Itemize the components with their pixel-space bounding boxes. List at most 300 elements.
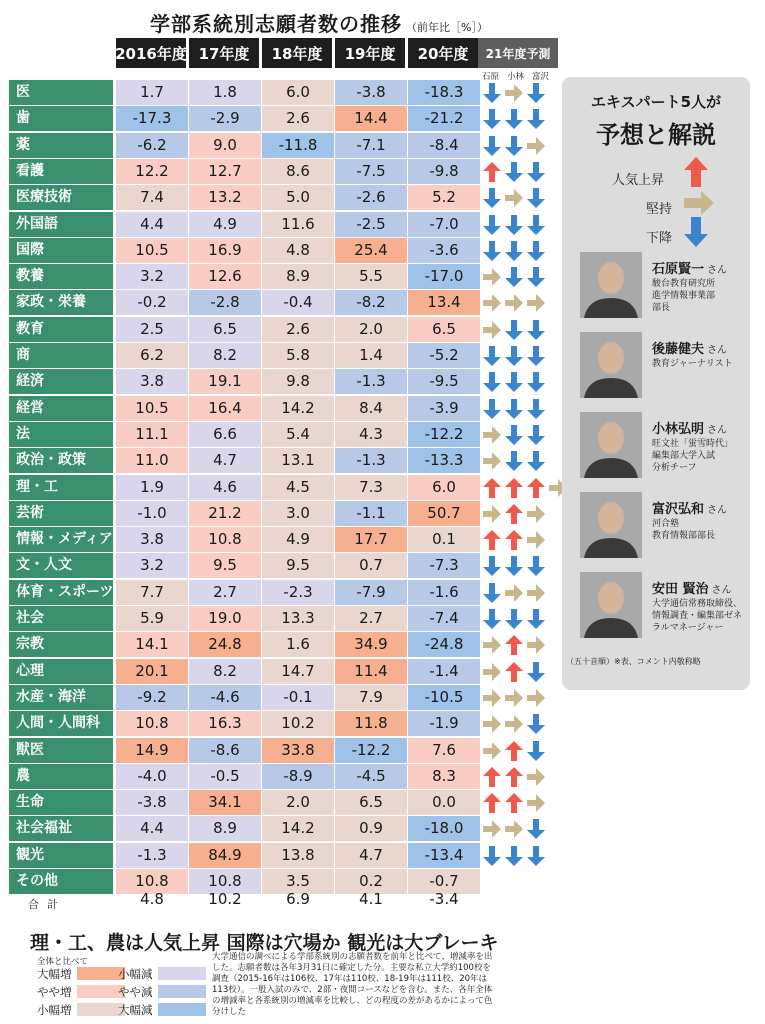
value-cell: -12.2 bbox=[408, 422, 480, 447]
legend-swatch bbox=[158, 1003, 206, 1016]
value-cell: 4.7 bbox=[189, 448, 261, 473]
value-cell: 5.5 bbox=[335, 264, 407, 289]
legend-label: 大幅増 bbox=[37, 967, 72, 981]
value-cell: 10.8 bbox=[189, 527, 261, 552]
table-row bbox=[0, 738, 560, 764]
value-cell: -4.5 bbox=[335, 764, 407, 789]
row-label: 政治・政策 bbox=[9, 448, 113, 473]
value-cell: -5.2 bbox=[408, 343, 480, 368]
row-label: 理・工 bbox=[9, 475, 113, 500]
chart-subtitle: （前年比［%］） bbox=[406, 21, 488, 34]
value-cell: -2.9 bbox=[189, 106, 261, 131]
value-cell: 6.5 bbox=[335, 790, 407, 815]
down-arrow-icon bbox=[483, 109, 501, 129]
value-cell: -2.3 bbox=[262, 580, 334, 605]
value-cell: 8.9 bbox=[262, 264, 334, 289]
value-cell: 6.6 bbox=[189, 422, 261, 447]
row-label: 体育・スポーツ bbox=[9, 580, 113, 605]
expert-short-name: 石原 bbox=[481, 72, 499, 82]
value-cell: 13.1 bbox=[262, 448, 334, 473]
down-arrow-icon bbox=[527, 188, 545, 208]
value-cell: -9.2 bbox=[116, 685, 188, 710]
value-cell: 8.6 bbox=[262, 159, 334, 184]
value-cell: 3.8 bbox=[116, 527, 188, 552]
value-cell: 14.4 bbox=[335, 106, 407, 131]
row-label: 商 bbox=[9, 343, 113, 368]
legend-label: 小幅減 bbox=[118, 967, 153, 981]
value-cell: 20.1 bbox=[116, 659, 188, 684]
value-cell: 5.9 bbox=[116, 606, 188, 631]
value-cell: 3.0 bbox=[262, 501, 334, 526]
table-row bbox=[0, 264, 560, 290]
table-row bbox=[0, 369, 560, 395]
value-cell: -8.6 bbox=[189, 738, 261, 763]
row-label: 外国語 bbox=[9, 212, 113, 237]
value-cell: -3.9 bbox=[408, 396, 480, 421]
flat-arrow-icon bbox=[505, 819, 523, 839]
value-cell: 10.8 bbox=[116, 869, 188, 894]
table-row bbox=[0, 106, 560, 132]
value-cell: 4.7 bbox=[335, 843, 407, 868]
row-label: 芸術 bbox=[9, 501, 113, 526]
expert-name: 小林弘明 さん bbox=[652, 422, 728, 437]
value-cell: 5.4 bbox=[262, 422, 334, 447]
value-cell: 12.7 bbox=[189, 159, 261, 184]
value-cell: 5.0 bbox=[262, 185, 334, 210]
flat-arrow-icon bbox=[505, 688, 523, 708]
flat-arrow-icon bbox=[505, 583, 523, 603]
down-arrow-icon bbox=[527, 372, 545, 392]
legend-heading: 全体と比べて bbox=[37, 957, 89, 967]
value-cell: -3.6 bbox=[408, 238, 480, 263]
value-cell: -8.2 bbox=[335, 290, 407, 315]
value-cell: 6.0 bbox=[408, 475, 480, 500]
row-label: その他 bbox=[9, 869, 113, 894]
value-cell: 24.8 bbox=[189, 632, 261, 657]
total-label: 合計 bbox=[28, 898, 66, 911]
value-cell: 7.6 bbox=[408, 738, 480, 763]
value-cell: 13.3 bbox=[262, 606, 334, 631]
value-cell: -18.0 bbox=[408, 816, 480, 841]
value-cell: -24.8 bbox=[408, 632, 480, 657]
value-cell: -21.2 bbox=[408, 106, 480, 131]
down-arrow-icon bbox=[527, 83, 545, 103]
down-arrow-icon bbox=[505, 215, 523, 235]
row-label: 心理 bbox=[9, 659, 113, 684]
year-header: 20年度 bbox=[408, 38, 478, 68]
value-cell: -18.3 bbox=[408, 80, 480, 105]
up-arrow-icon bbox=[505, 635, 523, 655]
down-arrow-icon bbox=[483, 346, 501, 366]
down-arrow-icon bbox=[527, 162, 545, 182]
value-cell: 5.8 bbox=[262, 343, 334, 368]
table-row bbox=[0, 159, 560, 185]
down-arrow-icon bbox=[527, 267, 545, 287]
legend-label: やや減 bbox=[118, 985, 153, 999]
value-cell: -4.0 bbox=[116, 764, 188, 789]
up-arrow-icon bbox=[505, 504, 523, 524]
row-label: 経営 bbox=[9, 396, 113, 421]
table-row bbox=[0, 711, 560, 737]
value-cell: -0.2 bbox=[116, 290, 188, 315]
down-arrow-icon bbox=[684, 217, 708, 247]
value-cell: -0.7 bbox=[408, 869, 480, 894]
value-cell: -2.8 bbox=[189, 290, 261, 315]
value-cell: 16.3 bbox=[189, 711, 261, 736]
flat-arrow-icon bbox=[483, 451, 501, 471]
table-row bbox=[0, 133, 560, 159]
down-arrow-icon bbox=[527, 109, 545, 129]
down-arrow-icon bbox=[505, 556, 523, 576]
table-row bbox=[0, 448, 560, 474]
row-label: 医 bbox=[9, 80, 113, 105]
flat-arrow-icon bbox=[527, 530, 545, 550]
legend-flat-label: 堅持 bbox=[646, 202, 673, 217]
table-row bbox=[0, 816, 560, 842]
value-cell: 3.2 bbox=[116, 553, 188, 578]
up-arrow-icon bbox=[483, 530, 501, 550]
value-cell: -4.6 bbox=[189, 685, 261, 710]
down-arrow-icon bbox=[505, 241, 523, 261]
table-row bbox=[0, 764, 560, 790]
down-arrow-icon bbox=[505, 372, 523, 392]
legend-swatch bbox=[158, 985, 206, 998]
value-cell: -0.5 bbox=[189, 764, 261, 789]
flat-arrow-icon bbox=[527, 688, 545, 708]
up-arrow-icon bbox=[483, 793, 501, 813]
expert-photo bbox=[580, 252, 642, 318]
table-row bbox=[0, 685, 560, 711]
up-arrow-icon bbox=[483, 767, 501, 787]
flat-arrow-icon bbox=[483, 714, 501, 734]
row-label: 社会福祉 bbox=[9, 816, 113, 841]
value-cell: -12.2 bbox=[335, 738, 407, 763]
row-label: 経済 bbox=[9, 369, 113, 394]
down-arrow-icon bbox=[505, 320, 523, 340]
row-label: 水産・海洋 bbox=[9, 685, 113, 710]
value-cell: 14.7 bbox=[262, 659, 334, 684]
value-cell: 11.1 bbox=[116, 422, 188, 447]
flat-arrow-icon bbox=[483, 635, 501, 655]
flat-arrow-icon bbox=[483, 293, 501, 313]
value-cell: -7.0 bbox=[408, 212, 480, 237]
flat-arrow-icon bbox=[483, 320, 501, 340]
value-cell: 1.6 bbox=[262, 632, 334, 657]
down-arrow-icon bbox=[527, 241, 545, 261]
up-arrow-icon bbox=[505, 793, 523, 813]
value-cell: 1.7 bbox=[116, 80, 188, 105]
value-cell: 4.3 bbox=[335, 422, 407, 447]
value-cell: 13.2 bbox=[189, 185, 261, 210]
value-cell: 2.7 bbox=[189, 580, 261, 605]
chart-title: 学部系統別志願者数の推移 （前年比［%］） bbox=[150, 12, 488, 36]
value-cell: -13.4 bbox=[408, 843, 480, 868]
value-cell: 12.2 bbox=[116, 159, 188, 184]
value-cell: -1.3 bbox=[335, 448, 407, 473]
value-cell: 7.9 bbox=[335, 685, 407, 710]
expert-panel bbox=[562, 77, 750, 690]
flat-arrow-icon bbox=[527, 136, 545, 156]
panel-title-line1: エキスパート5人が bbox=[590, 93, 722, 111]
total-value: 6.9 bbox=[286, 890, 310, 908]
legend-label: やや増 bbox=[37, 985, 72, 999]
value-cell: 9.5 bbox=[189, 553, 261, 578]
value-cell: 6.5 bbox=[408, 317, 480, 342]
value-cell: 10.8 bbox=[189, 869, 261, 894]
value-cell: 0.0 bbox=[408, 790, 480, 815]
table-row bbox=[0, 632, 560, 658]
flat-arrow-icon bbox=[527, 767, 545, 787]
up-arrow-icon bbox=[483, 478, 501, 498]
expert-affiliation: 大学通信常務取締役、 情報調査・編集部ゼネ ラルマネージャー bbox=[652, 599, 743, 633]
down-arrow-icon bbox=[505, 109, 523, 129]
legend-swatch bbox=[158, 967, 206, 980]
value-cell: -17.0 bbox=[408, 264, 480, 289]
row-label: 薬 bbox=[9, 133, 113, 158]
up-arrow-icon bbox=[527, 478, 545, 498]
table-row bbox=[0, 475, 560, 501]
panel-title-line2: 予想と解説 bbox=[596, 121, 716, 149]
headline: 理・工、農は人気上昇 国際は穴場か 観光は大ブレーキ bbox=[30, 932, 499, 954]
value-cell: 8.2 bbox=[189, 659, 261, 684]
down-arrow-icon bbox=[527, 819, 545, 839]
value-cell: 3.8 bbox=[116, 369, 188, 394]
down-arrow-icon bbox=[483, 188, 501, 208]
value-cell: -1.9 bbox=[408, 711, 480, 736]
row-label: 文・人文 bbox=[9, 553, 113, 578]
total-value: 10.2 bbox=[208, 890, 242, 908]
value-cell: 3.2 bbox=[116, 264, 188, 289]
table-row bbox=[0, 212, 560, 238]
total-value: 4.8 bbox=[140, 890, 164, 908]
value-cell: -0.4 bbox=[262, 290, 334, 315]
value-cell: 34.1 bbox=[189, 790, 261, 815]
value-cell: -9.8 bbox=[408, 159, 480, 184]
up-arrow-icon bbox=[505, 741, 523, 761]
flat-arrow-icon bbox=[527, 583, 545, 603]
value-cell: 4.9 bbox=[189, 212, 261, 237]
year-header: 2016年度 bbox=[116, 38, 186, 68]
down-arrow-icon bbox=[483, 583, 501, 603]
value-cell: -13.3 bbox=[408, 448, 480, 473]
flat-arrow-icon bbox=[483, 688, 501, 708]
value-cell: -6.2 bbox=[116, 133, 188, 158]
row-label: 教養 bbox=[9, 264, 113, 289]
expert-name: 富沢弘和 さん bbox=[652, 502, 728, 517]
up-arrow-icon bbox=[483, 162, 501, 182]
down-arrow-icon bbox=[527, 714, 545, 734]
expert-affiliation: 旺文社「蛍雪時代」 編集部大学入試 分析チーフ bbox=[652, 439, 734, 473]
value-cell: -8.4 bbox=[408, 133, 480, 158]
down-arrow-icon bbox=[527, 609, 545, 629]
down-arrow-icon bbox=[505, 399, 523, 419]
flat-arrow-icon bbox=[527, 504, 545, 524]
value-cell: 4.5 bbox=[262, 475, 334, 500]
value-cell: -2.6 bbox=[335, 185, 407, 210]
value-cell: 0.2 bbox=[335, 869, 407, 894]
value-cell: 11.6 bbox=[262, 212, 334, 237]
value-cell: 2.5 bbox=[116, 317, 188, 342]
value-cell: 4.4 bbox=[116, 212, 188, 237]
value-cell: 12.6 bbox=[189, 264, 261, 289]
value-cell: 14.1 bbox=[116, 632, 188, 657]
legend-label: 大幅減 bbox=[118, 1003, 153, 1017]
row-label: 観光 bbox=[9, 843, 113, 868]
value-cell: -17.3 bbox=[116, 106, 188, 131]
down-arrow-icon bbox=[505, 451, 523, 471]
value-cell: -1.3 bbox=[116, 843, 188, 868]
value-cell: -0.1 bbox=[262, 685, 334, 710]
value-cell: -7.9 bbox=[335, 580, 407, 605]
value-cell: 2.0 bbox=[262, 790, 334, 815]
value-cell: 21.2 bbox=[189, 501, 261, 526]
table-row bbox=[0, 659, 560, 685]
flat-arrow-icon bbox=[527, 293, 545, 313]
up-arrow-icon bbox=[505, 767, 523, 787]
down-arrow-icon bbox=[527, 451, 545, 471]
value-cell: 13.4 bbox=[408, 290, 480, 315]
down-arrow-icon bbox=[483, 399, 501, 419]
row-label: 教育 bbox=[9, 317, 113, 342]
flat-arrow-icon bbox=[505, 714, 523, 734]
value-cell: 2.7 bbox=[335, 606, 407, 631]
expert-photo bbox=[580, 572, 642, 638]
value-cell: 10.8 bbox=[116, 711, 188, 736]
value-cell: -7.4 bbox=[408, 606, 480, 631]
down-arrow-icon bbox=[527, 846, 545, 866]
row-label: 歯 bbox=[9, 106, 113, 131]
value-cell: 14.2 bbox=[262, 816, 334, 841]
down-arrow-icon bbox=[505, 346, 523, 366]
table-row bbox=[0, 790, 560, 816]
value-cell: -3.8 bbox=[335, 80, 407, 105]
down-arrow-icon bbox=[483, 609, 501, 629]
flat-arrow-icon bbox=[505, 293, 523, 313]
value-cell: -2.5 bbox=[335, 212, 407, 237]
value-cell: 34.9 bbox=[335, 632, 407, 657]
down-arrow-icon bbox=[505, 609, 523, 629]
value-cell: 14.2 bbox=[262, 396, 334, 421]
value-cell: -1.3 bbox=[335, 369, 407, 394]
footnote: 大学通信の調べによる学部系統別の志願者数を前年と比べて、増減率を出した。志願者数は各年3月31日に確定した分。主要な私立大学約100校を調査（2015-16年は106校、17年は110校、18-19年は111校、20年は113校）。一般入試のみで、2部・夜間コースなどを含む。また、各年全体の増減率と各系統別の増減率を比較し、どの程度の差があるかによって色分けした bbox=[212, 952, 493, 1017]
value-cell: 7.7 bbox=[116, 580, 188, 605]
down-arrow-icon bbox=[483, 136, 501, 156]
down-arrow-icon bbox=[505, 846, 523, 866]
value-cell: 6.0 bbox=[262, 80, 334, 105]
year-header: 17年度 bbox=[189, 38, 259, 68]
table-row bbox=[0, 553, 560, 579]
right-arrow-icon bbox=[684, 191, 714, 215]
value-cell: -7.1 bbox=[335, 133, 407, 158]
down-arrow-icon bbox=[527, 556, 545, 576]
value-cell: 2.6 bbox=[262, 317, 334, 342]
value-cell: -7.3 bbox=[408, 553, 480, 578]
table-row bbox=[0, 80, 560, 106]
table-row bbox=[0, 501, 560, 527]
flat-arrow-icon bbox=[483, 741, 501, 761]
panel-note: （五十音順）※表、コメント内敬称略 bbox=[566, 657, 701, 666]
up-arrow-icon bbox=[505, 662, 523, 682]
value-cell: 6.2 bbox=[116, 343, 188, 368]
expert-name: 安田 賢治 さん bbox=[652, 582, 732, 597]
down-arrow-icon bbox=[505, 267, 523, 287]
down-arrow-icon bbox=[483, 372, 501, 392]
value-cell: 10.5 bbox=[116, 238, 188, 263]
down-arrow-icon bbox=[505, 162, 523, 182]
table-row bbox=[0, 527, 560, 553]
value-cell: 19.0 bbox=[189, 606, 261, 631]
value-cell: 25.4 bbox=[335, 238, 407, 263]
value-cell: 13.8 bbox=[262, 843, 334, 868]
flat-arrow-icon bbox=[483, 267, 501, 287]
value-cell: -9.5 bbox=[408, 369, 480, 394]
value-cell: 9.5 bbox=[262, 553, 334, 578]
down-arrow-icon bbox=[527, 215, 545, 235]
legend-up-label: 人気上昇 bbox=[612, 173, 665, 188]
value-cell: 4.8 bbox=[262, 238, 334, 263]
value-cell: -11.8 bbox=[262, 133, 334, 158]
expert-name: 石原賢一 さん bbox=[652, 262, 728, 277]
value-cell: -1.1 bbox=[335, 501, 407, 526]
down-arrow-icon bbox=[483, 846, 501, 866]
value-cell: 8.9 bbox=[189, 816, 261, 841]
value-cell: 17.7 bbox=[335, 527, 407, 552]
row-label: 社会 bbox=[9, 606, 113, 631]
total-value: -3.4 bbox=[429, 890, 459, 908]
expert-affiliation: 河合塾 教育情報部部長 bbox=[652, 519, 716, 541]
down-arrow-icon bbox=[505, 425, 523, 445]
table-row bbox=[0, 422, 560, 448]
value-cell: 9.8 bbox=[262, 369, 334, 394]
value-cell: 1.9 bbox=[116, 475, 188, 500]
value-cell: 19.1 bbox=[189, 369, 261, 394]
value-cell: 5.2 bbox=[408, 185, 480, 210]
flat-arrow-icon bbox=[505, 188, 523, 208]
value-cell: 0.7 bbox=[335, 553, 407, 578]
down-arrow-icon bbox=[527, 346, 545, 366]
prediction-header: 21年度予測 bbox=[478, 38, 558, 68]
row-label: 国際 bbox=[9, 238, 113, 263]
value-cell: 8.3 bbox=[408, 764, 480, 789]
value-cell: 10.5 bbox=[116, 396, 188, 421]
expert-short-name: 小林 bbox=[506, 72, 524, 82]
total-value: 4.1 bbox=[359, 890, 383, 908]
row-label: 医療技術 bbox=[9, 185, 113, 210]
expert-photo bbox=[580, 492, 642, 558]
row-label: 法 bbox=[9, 422, 113, 447]
row-label: 宗教 bbox=[9, 632, 113, 657]
row-label: 情報・メディア bbox=[9, 527, 113, 552]
table-row bbox=[0, 317, 560, 343]
value-cell: 50.7 bbox=[408, 501, 480, 526]
value-cell: -7.5 bbox=[335, 159, 407, 184]
value-cell: 14.9 bbox=[116, 738, 188, 763]
down-arrow-icon bbox=[527, 320, 545, 340]
value-cell: 8.4 bbox=[335, 396, 407, 421]
row-label: 看護 bbox=[9, 159, 113, 184]
value-cell: 16.4 bbox=[189, 396, 261, 421]
down-arrow-icon bbox=[505, 136, 523, 156]
year-header: 18年度 bbox=[262, 38, 332, 68]
value-cell: 4.6 bbox=[189, 475, 261, 500]
value-cell: 33.8 bbox=[262, 738, 334, 763]
legend-label: 小幅増 bbox=[37, 1003, 72, 1017]
down-arrow-icon bbox=[527, 741, 545, 761]
expert-name: 後藤健夫 さん bbox=[652, 342, 728, 357]
value-cell: 9.0 bbox=[189, 133, 261, 158]
row-label: 獣医 bbox=[9, 738, 113, 763]
value-cell: 11.0 bbox=[116, 448, 188, 473]
